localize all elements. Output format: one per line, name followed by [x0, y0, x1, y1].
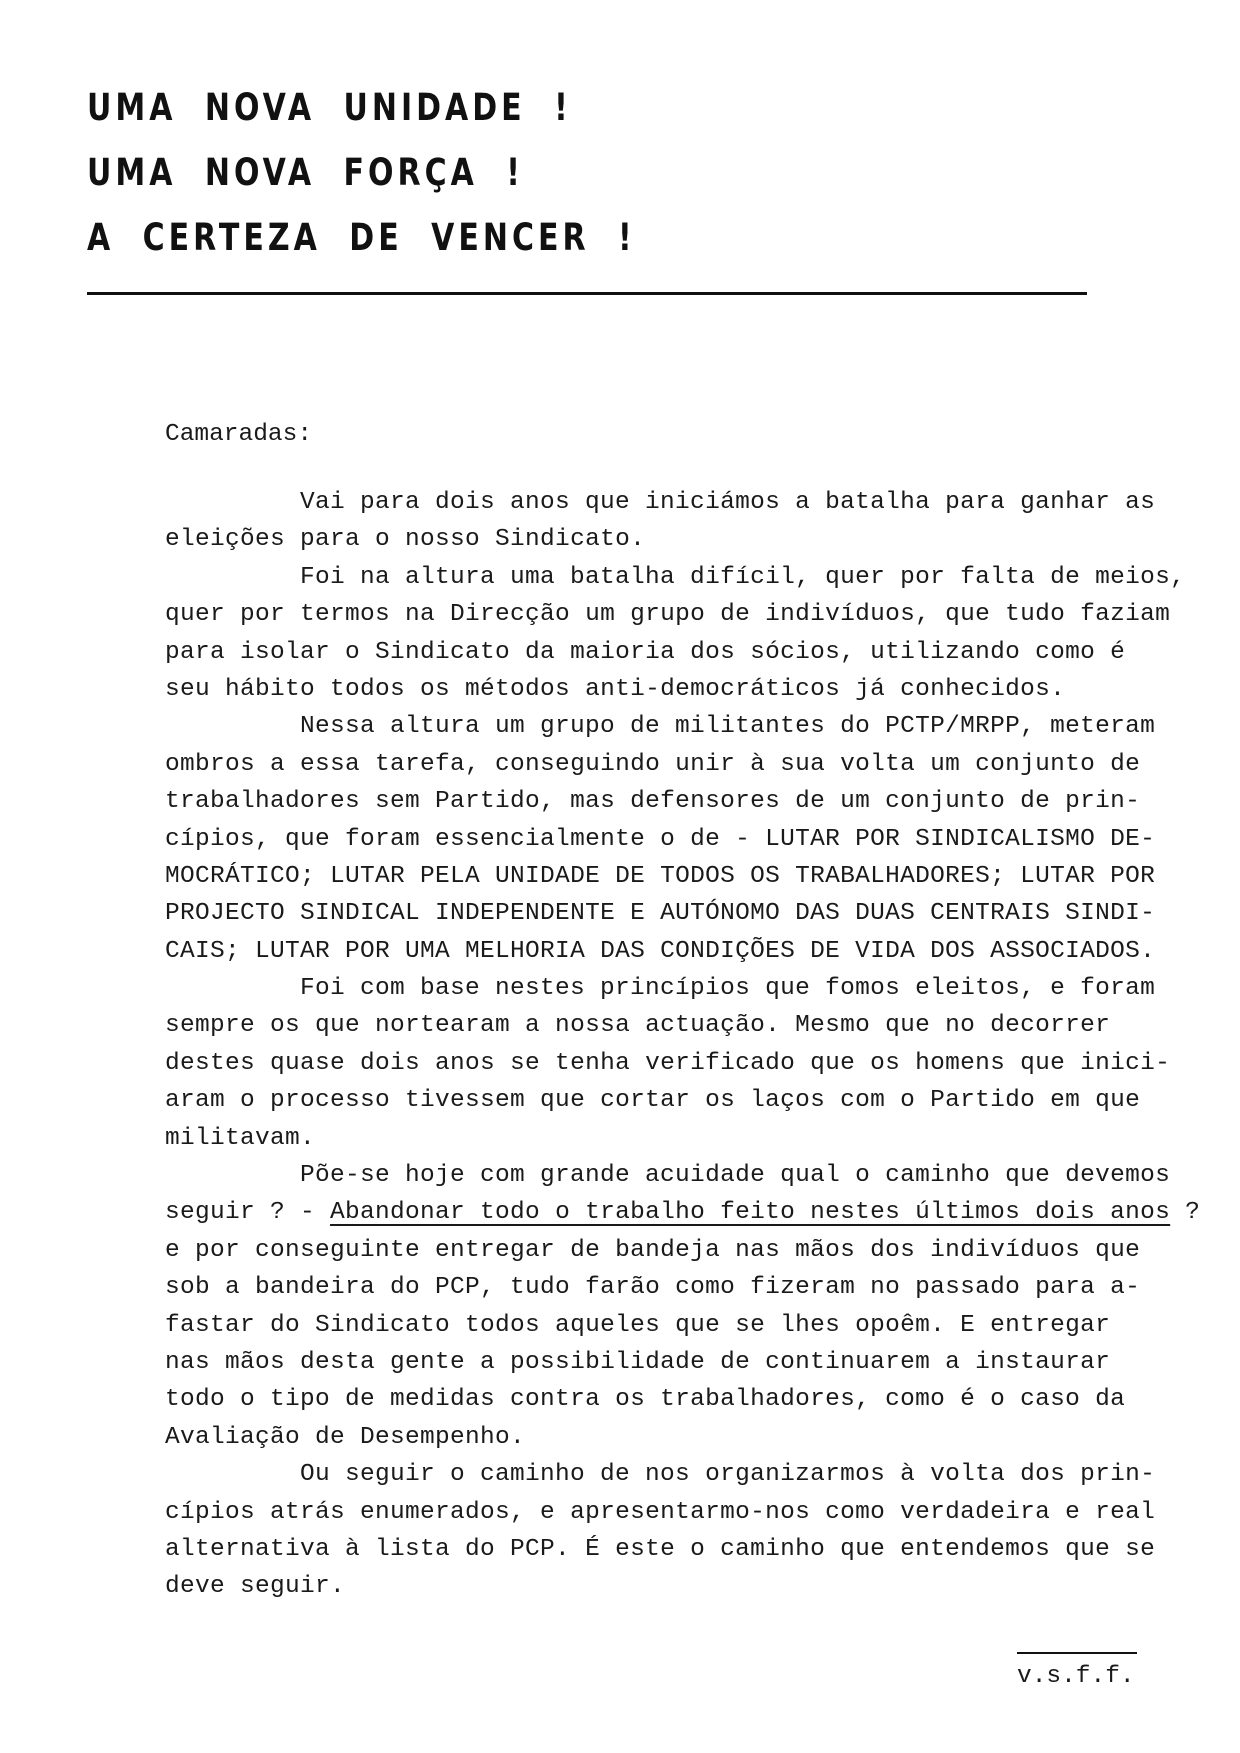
text-line: seu hábito todos os métodos anti-democráticos já conhecidos.	[165, 675, 1066, 703]
text-line: cípios atrás enumerados, e apresentarmo-nos como verdadeira e real	[165, 1498, 1156, 1526]
headline-3: A CERTEZA DE VENCER !	[87, 216, 636, 260]
text-line: sempre os que nortearam a nossa actuação. Mesmo que no decorrer	[165, 1012, 1111, 1040]
underlined-question: Abandonar todo o trabalho feito nestes últimos dois anos	[330, 1199, 1171, 1227]
question-line	[165, 1194, 1200, 1231]
text-line: cípios, que foram essencialmente o de - LUTAR POR SINDICALISMO DE-	[165, 825, 1156, 853]
headline-1: UMA NOVA UNIDADE !	[87, 86, 572, 130]
text-line: Foi com base nestes princípios que fomos eleitos, e foram	[300, 975, 1156, 1003]
text-line: sob a bandeira do PCP, tudo farão como fizeram no passado para a-	[165, 1274, 1141, 1302]
continue-mark: v.s.f.f.	[1017, 1663, 1135, 1690]
text-line: PROJECTO SINDICAL INDEPENDENTE E AUTÓNOMO DAS DUAS CENTRAIS SINDI-	[165, 900, 1156, 928]
text-line: fastar do Sindicato todos aqueles que se lhes opoêm. E entregar	[165, 1311, 1111, 1339]
text-line: todo o tipo de medidas contra os trabalhadores, como é o caso da	[165, 1386, 1126, 1414]
text-line: CAIS; LUTAR POR UMA MELHORIA DAS CONDIÇÕES DE VIDA DOS ASSOCIADOS.	[165, 937, 1156, 965]
text-line: alternativa à lista do PCP. É este o caminho que entendemos que se	[165, 1535, 1156, 1563]
text-line: eleições para o nosso Sindicato.	[165, 526, 646, 554]
text-line: nas mãos desta gente a possibilidade de continuarem a instaurar	[165, 1348, 1111, 1376]
text-line: MOCRÁTICO; LUTAR PELA UNIDADE DE TODOS OS TRABALHADORES; LUTAR POR	[165, 862, 1156, 890]
text-line: militavam.	[165, 1124, 316, 1152]
text-line: Foi na altura uma batalha difícil, quer por falta de meios,	[300, 563, 1186, 591]
text-line: destes quase dois anos se tenha verificado que os homens que inici-	[165, 1049, 1171, 1077]
text-line: Avaliação de Desempenho.	[165, 1423, 526, 1451]
greeting: Camaradas:	[165, 421, 313, 448]
divider	[87, 292, 1087, 295]
text-line: deve seguir.	[165, 1573, 346, 1601]
text-line: e por conseguinte entregar de bandeja nas mãos dos indivíduos que	[165, 1236, 1141, 1264]
text-line: trabalhadores sem Partido, mas defensores de um conjunto de prin-	[165, 788, 1141, 816]
text-line: aram o processo tivessem que cortar os laços com o Partido em que	[165, 1087, 1141, 1115]
letter-body	[165, 484, 1200, 1606]
question-suffix: ?	[1170, 1199, 1201, 1227]
text-line: para isolar o Sindicato da maioria dos sócios, utilizando como é	[165, 638, 1126, 666]
footer-rule	[1017, 1652, 1137, 1654]
text-line: quer por termos na Direcção um grupo de indivíduos, que tudo faziam	[165, 601, 1171, 629]
text-line: Ou seguir o caminho de nos organizarmos à volta dos prin-	[300, 1461, 1156, 1489]
text-line: Põe-se hoje com grande acuidade qual o caminho que devemos	[300, 1162, 1171, 1190]
text-line: Nessa altura um grupo de militantes do PCTP/MRPP, meteram	[300, 713, 1156, 741]
text-line: Vai para dois anos que iniciámos a batalha para ganhar as	[300, 489, 1156, 516]
headline-2: UMA NOVA FORÇA !	[87, 151, 524, 195]
question-prefix: seguir ? -	[165, 1199, 331, 1227]
text-line: ombros a essa tarefa, conseguindo unir à sua volta um conjunto de	[165, 750, 1141, 778]
